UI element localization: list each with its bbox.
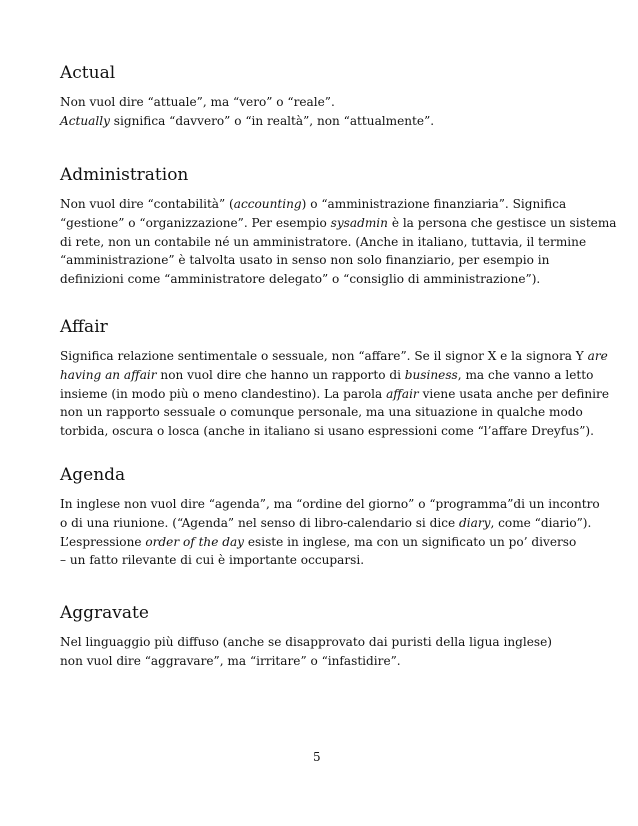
glossary-entry — [60, 603, 600, 671]
definition-line — [60, 385, 609, 404]
entry-term: Administration — [60, 165, 189, 185]
text-segment: “gestione” o “organizzazione”. Per esempio — [60, 215, 331, 230]
text-segment: definizioni come “amministratore delegato” o “consiglio di amministrazione”). — [60, 272, 541, 287]
italic-term: sysadmin — [330, 215, 388, 230]
glossary-entry — [60, 63, 600, 131]
entry-definition — [60, 93, 600, 131]
definition-line — [60, 347, 608, 366]
text-segment: non vuol dire che hanno un rapporto di — [156, 367, 405, 382]
italic-term: accounting — [233, 197, 302, 211]
glossary-entry — [60, 465, 600, 570]
definition-line — [60, 195, 600, 214]
italic-term: order of the day — [145, 534, 244, 549]
text-segment: non un rapporto sessuale o comunque personale, ma una situazione in qualche modo — [60, 405, 583, 420]
text-segment: torbida, oscura o losca (anche in italiano si usano espressioni come “l’affare Dreyfus”). — [60, 424, 594, 439]
entry-term: Actual — [60, 63, 116, 83]
text-segment: Significa relazione sentimentale o sessuale, non “affare”. Se il signor X e la signora Y — [60, 349, 588, 363]
entry-definition — [60, 633, 600, 671]
definition-line — [60, 366, 600, 385]
definition-line — [60, 403, 600, 422]
definition-line — [60, 533, 600, 552]
definition-line — [60, 233, 600, 252]
italic-term: diary — [459, 515, 491, 530]
entry-term: Agenda — [60, 465, 126, 485]
definition-line — [60, 251, 600, 270]
text-segment: ) o “amministrazione finanziaria”. Significa — [301, 197, 567, 211]
page-number: 5 — [313, 750, 321, 764]
text-segment: “amministrazione” è talvolta usato in senso non solo finanziario, per esempio in — [60, 253, 550, 268]
entry-definition — [60, 347, 609, 441]
definition-line — [60, 514, 600, 533]
text-segment: Nel linguaggio più diffuso (anche se disapprovato dai puristi della ligua inglese) — [60, 635, 552, 649]
italic-term: having an affair — [60, 367, 157, 382]
text-segment: insieme (in modo più o meno clandestino). La parola — [60, 386, 387, 401]
glossary-entry — [60, 165, 617, 289]
text-segment: In inglese non vuol dire “agenda”, ma “ordine del giorno” o “programma”di un incontro — [60, 497, 600, 511]
text-segment: , ma che vanno a letto — [457, 367, 594, 382]
definition-line — [60, 633, 600, 652]
definition-line — [60, 214, 617, 233]
definition-line — [60, 112, 600, 131]
definition-line — [60, 93, 600, 112]
glossary-entry — [60, 317, 609, 441]
text-segment: è la persona che gestisce un sistema — [387, 215, 617, 230]
text-segment: o di una riunione. (“Agenda” nel senso di libro-calendario si dice — [60, 515, 460, 530]
text-segment: di rete, non un contabile né un amministratore. (Anche in italiano, tuttavia, il termine — [60, 234, 587, 249]
definition-line — [60, 652, 600, 671]
text-segment: Non vuol dire “contabilità” ( — [60, 197, 234, 211]
italic-term: Actually — [60, 113, 110, 128]
italic-term: business — [404, 367, 458, 382]
text-segment: Non vuol dire “attuale”, ma “vero” o “reale”. — [60, 95, 335, 109]
definition-line — [60, 270, 600, 289]
text-segment: non vuol dire “aggravare”, ma “irritare” o “infastidire”. — [60, 653, 401, 668]
text-segment: , come “diario”). — [490, 515, 592, 530]
definition-line — [60, 422, 600, 441]
text-segment: significa “davvero” o “in realtà”, non “attualmente”. — [109, 113, 435, 128]
entry-definition — [60, 495, 600, 570]
entry-term: Aggravate — [60, 603, 149, 623]
italic-term: affair — [386, 386, 419, 401]
italic-term: are — [587, 349, 608, 363]
text-segment: viene usata anche per definire — [418, 386, 609, 401]
definition-line — [60, 495, 600, 514]
text-segment: esiste in inglese, ma con un significato un po’ diverso — [244, 534, 577, 549]
text-segment: – un fatto rilevante di cui è importante occuparsi. — [60, 553, 365, 568]
definition-line — [60, 551, 600, 570]
entry-definition — [60, 195, 617, 289]
text-segment: L’espressione — [60, 534, 146, 549]
entry-term: Affair — [60, 317, 108, 337]
